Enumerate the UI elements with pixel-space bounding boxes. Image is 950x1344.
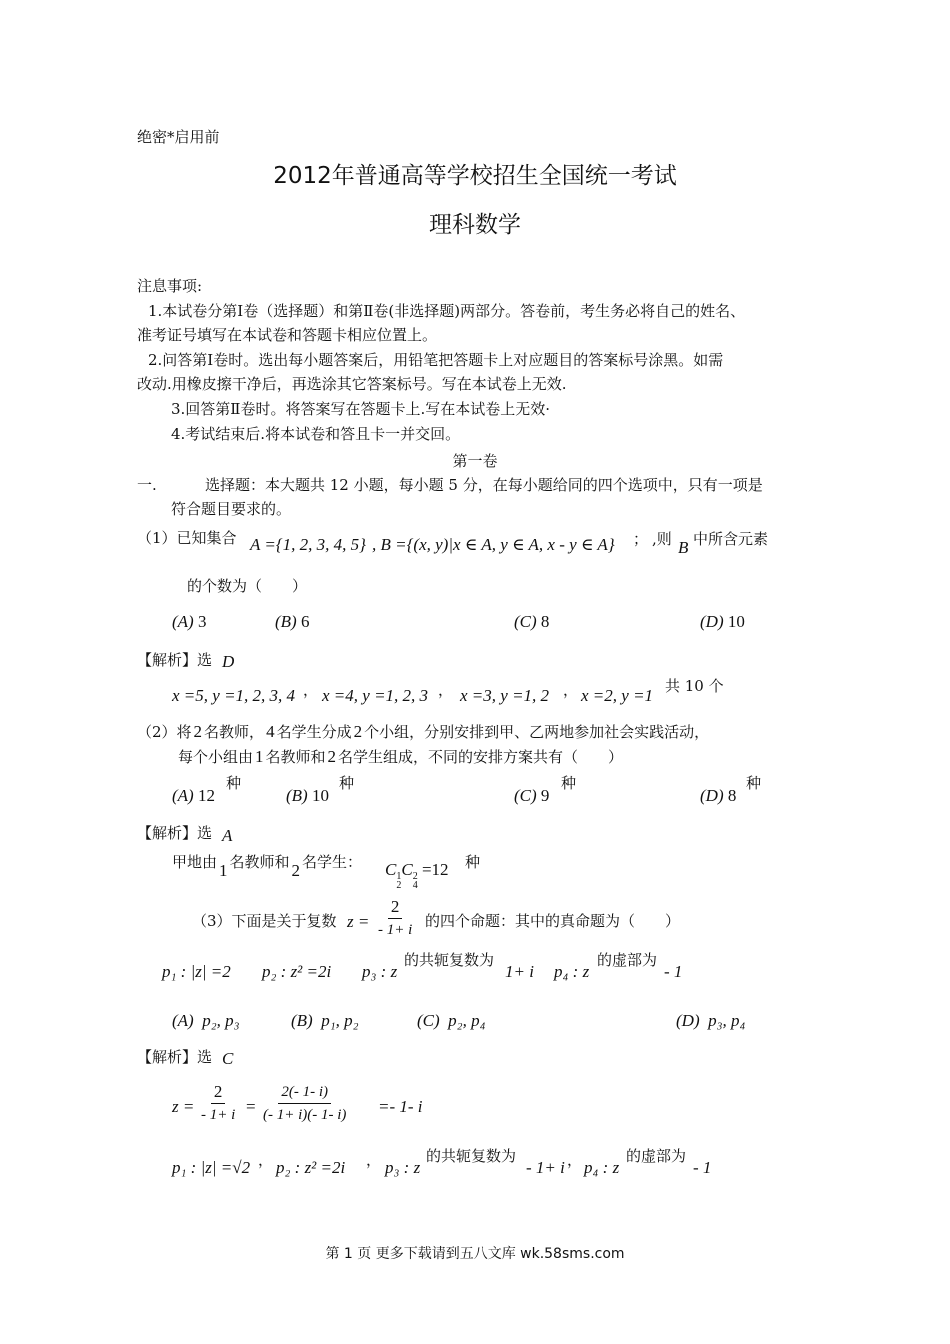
q3-result-3: p₃ : z bbox=[385, 1158, 421, 1177]
q2-line1: （2）将 2 名教师， 4 名学生分成 2 个小组，分别安排到甲、乙两地参加社会实践活动， bbox=[137, 722, 710, 741]
q1-case-2: x =4, y =1, 2, 3 bbox=[322, 686, 429, 705]
q3-result-4-value: - 1 bbox=[693, 1158, 712, 1177]
q2-formula: C 1 2 C 2 4 =12 bbox=[385, 860, 449, 891]
q3-z-eq: z = bbox=[347, 912, 370, 931]
q3-prop-4: p₄ : z bbox=[554, 962, 590, 981]
exam-title: 2012年普通高等学校招生全国统一考试 bbox=[273, 163, 677, 189]
q3-result-2: p₂ : z² =2i bbox=[276, 1158, 346, 1177]
note-2b: 改动.用橡皮擦干净后，再选涂其它答案标号。写在本试卷上无效. bbox=[137, 375, 567, 393]
q3-expl-eq: = bbox=[246, 1097, 256, 1116]
q1-semicolon: ； bbox=[633, 530, 649, 548]
note-4: 4.考试结束后.将本试卷和答且卡一并交回。 bbox=[171, 425, 461, 443]
notes-heading: 注息事项: bbox=[137, 277, 203, 295]
q3-imag-label-2: 的虚部为 bbox=[626, 1147, 687, 1165]
note-1a: 1.本试卷分第Ⅰ卷（选择题）和第Ⅱ卷(非选择题)两部分。答卷前，考生务必将自己的姓名、 bbox=[148, 302, 746, 320]
q1-b-symbol: B bbox=[678, 538, 689, 557]
q3-option-c: (C) p₂, p₄ bbox=[417, 1011, 486, 1030]
q3-sep-2: ， bbox=[366, 1151, 382, 1169]
q1-option-d: (D) 10 bbox=[700, 612, 745, 631]
q1-line2: 的个数为（ ） bbox=[187, 577, 308, 595]
q2-option-a: (A) 12 bbox=[172, 786, 215, 805]
part-heading: 第一卷 bbox=[452, 452, 498, 470]
q1-sep-1: ， bbox=[303, 681, 319, 699]
q3-expl-frac-1: $\frac{2}{- 1+ i}$ bbox=[201, 1082, 236, 1123]
q3-result-1: p₁ : |z| =√2 bbox=[172, 1158, 251, 1177]
q3-prop-3: p₃ : z bbox=[362, 962, 398, 981]
q1-case-1: x =5, y =1, 2, 3, 4 bbox=[172, 686, 296, 705]
q3-analysis-label: 【解析】选 bbox=[137, 1048, 213, 1066]
q1-option-b: (B) 6 bbox=[275, 612, 310, 631]
exam-subtitle: 理科数学 bbox=[429, 212, 521, 238]
q3-imag-label: 的虚部为 bbox=[597, 951, 658, 969]
q2-option-b: (B) 10 bbox=[286, 786, 329, 805]
q3-sep-1: ， bbox=[258, 1151, 274, 1169]
section-intro-a: 选择题：本大题共 12 小题，每小题 5 分，在每小题给同的四个选项中，只有一项是 bbox=[205, 476, 763, 494]
q3-option-b: (B) p₁, p₂ bbox=[291, 1011, 359, 1030]
q3-expl-z: z = bbox=[172, 1097, 195, 1116]
q3-fraction: $\frac{2}{- 1+ i}$ bbox=[378, 897, 413, 938]
q2-unit-d: 种 bbox=[746, 774, 762, 792]
q2-answer: A bbox=[222, 826, 233, 845]
note-1b: 准考证号填写在本试卷和答题卡相应位置上。 bbox=[137, 326, 438, 344]
q3-conj-label: 的共轭复数为 bbox=[404, 951, 495, 969]
page-footer: 第 1 页 更多下载请到五八文库 wk.58sms.com bbox=[325, 1246, 625, 1262]
q3-result-4: p₄ : z bbox=[584, 1158, 620, 1177]
q2-analysis-label: 【解析】选 bbox=[137, 824, 213, 842]
q2-unit-b: 种 bbox=[339, 774, 355, 792]
q1-total: 共 10 个 bbox=[665, 677, 724, 695]
q2-option-c: (C) 9 bbox=[514, 786, 550, 805]
q3-expl-frac-2: $\frac{2(- 1- i)}{(- 1+ i)(- 1- i)}$ bbox=[263, 1084, 347, 1123]
q3-option-d: (D) p₃, p₄ bbox=[676, 1011, 746, 1030]
q2-solution: 甲地由 1 名教师和 2 名学生： bbox=[172, 853, 363, 880]
q3-prop-2: p₂ : z² =2i bbox=[262, 962, 332, 981]
q2-unit-total: 种 bbox=[465, 853, 481, 871]
q3-prop-3-value: 1+ i bbox=[505, 962, 534, 981]
q1-sep-3: ， bbox=[563, 681, 579, 699]
q3-answer: C bbox=[222, 1049, 234, 1068]
q1-answer: D bbox=[222, 652, 235, 671]
q1-then: ,则 bbox=[652, 530, 672, 548]
q3-expl-result: =- 1- i bbox=[378, 1097, 423, 1116]
q1-set-a: A ={1, 2, 3, 4, 5} bbox=[250, 535, 366, 554]
q3-sep-3: ， bbox=[567, 1151, 583, 1169]
q1-option-c: (C) 8 bbox=[514, 612, 550, 631]
q2-line2: 每个小组由 1 名教师和 2 名学生组成，不同的安排方案共有（ ） bbox=[178, 747, 624, 766]
q2-option-d: (D) 8 bbox=[700, 786, 737, 805]
q3-prop-4-value: - 1 bbox=[664, 962, 683, 981]
q3-conj-label-2: 的共轭复数为 bbox=[426, 1147, 517, 1165]
note-3: 3.回答第Ⅱ卷时。将答案写在答题卡上.写在本试卷上无效· bbox=[171, 400, 551, 418]
section-intro-b: 符合题目要求的。 bbox=[171, 500, 292, 518]
q1-set-b: , B ={(x, y)|x ∈ A, y ∈ A, x - y ∈ A} bbox=[372, 535, 615, 554]
q2-unit-c: 种 bbox=[561, 774, 577, 792]
q1-option-a: (A) 3 bbox=[172, 612, 207, 631]
q3-option-a: (A) p₂, p₃ bbox=[172, 1011, 240, 1030]
q1-case-3: x =3, y =1, 2 bbox=[460, 686, 550, 705]
q1-sep-2: ， bbox=[438, 681, 454, 699]
q3-pre: （3）下面是关于复数 bbox=[192, 912, 337, 930]
q1-tail: 中所含元素 bbox=[693, 530, 769, 548]
q3-prop-1: p₁ : |z| =2 bbox=[162, 962, 231, 981]
q3-result-3-value: - 1+ i bbox=[526, 1158, 565, 1177]
secret-label: 绝密*启用前 bbox=[137, 128, 220, 146]
q1-case-4: x =2, y =1 bbox=[581, 686, 654, 705]
q1-analysis-label: 【解析】选 bbox=[137, 651, 213, 669]
q1-label: （1）已知集合 bbox=[137, 529, 237, 547]
q2-unit-a: 种 bbox=[226, 774, 242, 792]
q3-post: 的四个命题：其中的真命题为（ ） bbox=[425, 912, 681, 930]
section-number: 一. bbox=[137, 476, 157, 494]
note-2a: 2.问答第Ⅰ卷时。选出每小题答案后，用铅笔把答题卡上对应题目的答案标号涂黑。如需 bbox=[148, 351, 724, 369]
